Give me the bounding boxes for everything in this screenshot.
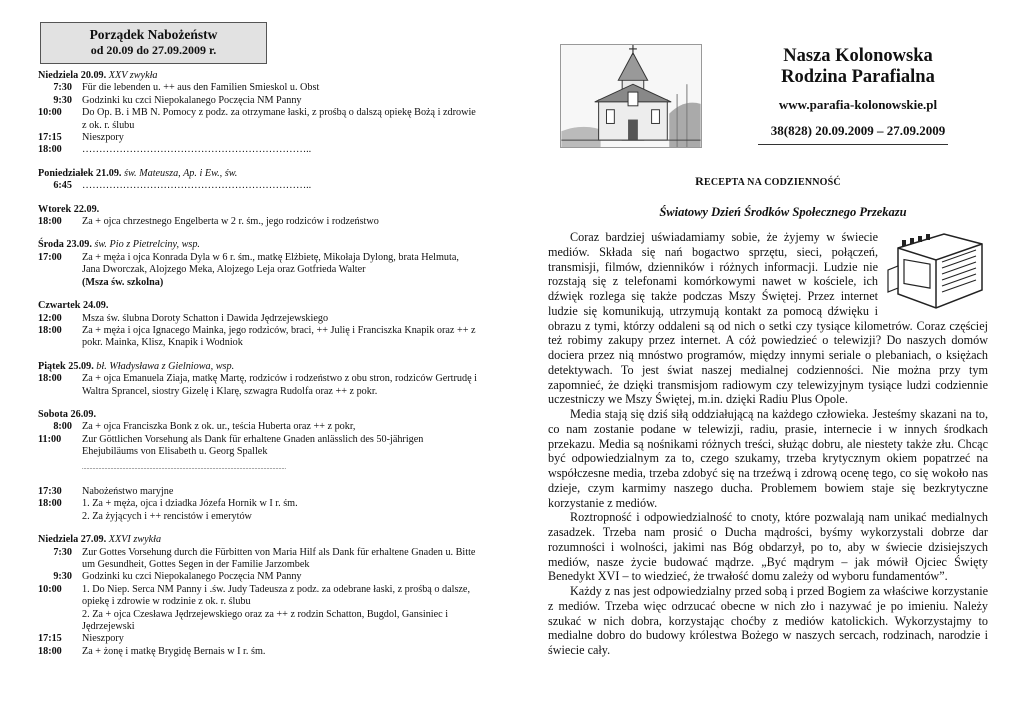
mass-entry bbox=[38, 486, 478, 498]
schedule-column bbox=[38, 22, 478, 658]
mass-intention bbox=[82, 144, 478, 156]
mass-time: 17:00 bbox=[38, 251, 62, 263]
schedule-day bbox=[38, 168, 478, 193]
mass-intention-text: Godzinki ku czci Niepokalanego Poczęcia NM Panny bbox=[82, 571, 302, 583]
issue-number: 38(828) 20.09.2009 – 27.09.2009 bbox=[770, 123, 946, 138]
day-feast: XXVI zwykła bbox=[108, 534, 162, 546]
article-paragraph: Media stają się dziś siłą oddziałującą na każdego człowieka. Jesteśmy skazani na to, co nam zostanie podane w telewizji, radiu, prasie, internecie i w innych środkach przekazu. Media są nośnikami różnych treści, służąc dobru, ale niestety także złu. Chcąc być odpowiedzialnym za to, czego szukamy, trzeba krytycznym okiem popatrzeć na współczesne media, trzeba zdobyć się na trzeźwą i zdrową ocenę tego, co się wokoło nas dzieje, czym karmimy naszego ducha. Problemem bowiem staje się bezkrytyczne korzystanie z mediów. bbox=[548, 407, 988, 510]
schedule-day bbox=[38, 534, 478, 658]
mass-time: 7:30 bbox=[53, 546, 72, 558]
schedule-day bbox=[38, 361, 478, 398]
mass-time bbox=[38, 511, 82, 523]
mass-entry bbox=[38, 107, 478, 132]
mass-time: 18:00 bbox=[38, 645, 62, 657]
mass-time: 10:00 bbox=[38, 107, 62, 119]
mass-intention-text: Za + męża i ojca Ignacego Mainka, jego rodziców, braci, ++ Julię i Franciszka Knapik oraz ++ z pokr. Mainka, Klisz, Knapik i Wodniok bbox=[82, 324, 476, 349]
mass-time: 10:00 bbox=[38, 583, 62, 595]
schedule-day bbox=[38, 239, 478, 289]
day-heading bbox=[38, 300, 478, 312]
day-feast: św. Pio z Pietrelciny, wsp. bbox=[94, 239, 200, 251]
mass-intention bbox=[82, 82, 478, 94]
day-heading bbox=[38, 168, 478, 180]
mass-intention bbox=[82, 373, 478, 398]
day-date: Czwartek 24.09. bbox=[38, 300, 109, 312]
mass-time bbox=[38, 609, 82, 634]
day-heading bbox=[38, 534, 478, 546]
schedule-title: Porządek Nabożeństw bbox=[89, 27, 218, 42]
day-heading bbox=[38, 70, 478, 82]
mass-time: 17:30 bbox=[38, 485, 62, 497]
day-feast: XXV zwykła bbox=[108, 70, 158, 81]
mass-entry bbox=[38, 498, 478, 510]
mass-time: 17:15 bbox=[38, 132, 62, 144]
mass-intention-text: 2. Za + ojca Czesława Jędrzejewskiego oraz za ++ z rodzin Schatton, Bugdol, Gansiniec i Jędrzejewski bbox=[82, 608, 449, 633]
mass-entry bbox=[38, 180, 478, 192]
mass-intention bbox=[82, 313, 478, 325]
mass-intention-text: 1. Za + męża, ojca i dziadka Józefa Hornik w I r. śm. bbox=[82, 498, 298, 510]
schedule-header bbox=[40, 22, 267, 64]
mass-time: 17:15 bbox=[38, 633, 62, 645]
mass-entry bbox=[38, 547, 478, 572]
mass-intention bbox=[82, 486, 478, 498]
mass-intention-text: Za + żonę i matkę Brygidę Bernais w I r. śm. bbox=[82, 645, 266, 657]
day-heading bbox=[38, 239, 478, 251]
section-title bbox=[548, 174, 988, 189]
mass-entry bbox=[38, 511, 478, 523]
mass-entry bbox=[38, 584, 478, 609]
mass-time: 9:30 bbox=[53, 94, 72, 106]
mass-intention bbox=[82, 633, 478, 645]
mass-entry bbox=[38, 82, 478, 94]
bulletin-column bbox=[548, 40, 988, 658]
mass-time: 18:00 bbox=[38, 216, 62, 228]
mass-intention bbox=[82, 325, 478, 350]
paper-title-line2: Rodzina Parafialna bbox=[781, 67, 935, 87]
mass-intention-text: Godzinki ku czci Niepokalanego Poczęcia NM Panny bbox=[82, 94, 302, 106]
schedule-day bbox=[38, 204, 478, 229]
mass-intention-text: Za + ojca chrzestnego Engelberta w 2 r. śm., jego rodziców i rodzeństwo bbox=[82, 216, 379, 228]
mass-entry bbox=[38, 325, 478, 350]
mass-intention-text: Za + ojca Franciszka Bonk z ok. ur., teścia Huberta oraz ++ z pokr, bbox=[82, 421, 356, 433]
mass-intention-text: Zur Göttlichen Vorsehung als Dank für erhaltene Gnaden anlässlich des 50-jährigen Ehejubiläums von Elisabeth u. Georg Spallek bbox=[82, 433, 424, 458]
mass-time: 18:00 bbox=[38, 144, 62, 156]
schedule-day bbox=[38, 409, 478, 523]
mass-intention bbox=[82, 571, 478, 583]
mass-intention-text: ………………………………………………………….. bbox=[82, 144, 312, 156]
day-date: Poniedziałek 21.09. bbox=[38, 167, 122, 179]
mass-intention bbox=[82, 609, 478, 634]
mass-entry bbox=[38, 95, 478, 107]
tv-icon bbox=[884, 230, 988, 312]
article-paragraph: Coraz bardziej uświadamiamy sobie, że żyjemy w świecie mediów. Składa się nań bogactwo sprzętu, sieci, połączeń, transmisji, filmów, dzienników i różnych informacji. Ludzie nie rozstają się z telefonami komórkowymi nawet w kościele, ich dźwięk rozlega się także podczas Mszy Świętej. Przez internet ludzie się komunikują, utrzymują kontakt za pomocą dźwięku i obrazu z tymi, którzy oddaleni są od nich o setki czy tysiące kilometrów. Coraz częściej też robimy zakupy przez internet. A cóż powiedzieć o telewizji? Do naszych domów dociera przez nią mnóstwo programów, między innymi seriale o plebaniach, o księżach detektywach. To jest świat naszej medialnej codzienności. Nie można przy tym zapomnieć, że dzięki transmisjom radiowym czy telewizyjnym tysiące ludzi codziennie uczestniczy we Mszy Świętej, m.in. dzięki Radiu Plus Opole. bbox=[548, 230, 988, 407]
paper-title-line1: Nasza Kolonowska bbox=[783, 46, 933, 66]
mass-entry bbox=[38, 571, 478, 583]
article-paragraph: Każdy z nas jest odpowiedzialny przed sobą i przed Bogiem za właściwe korzystanie z mediów. Trzeba więc odrzucać obecne w nich zło i nazywać je po imieniu. Należy szukać w nich dobra, korzystając choćby z mediów katolickich. Wykorzystajmy to medialne dobro do budowy królestwa Bożego w naszych sercach, rodzinach, narodzie i świecie cały. bbox=[548, 584, 988, 657]
mass-time: 18:00 bbox=[38, 373, 62, 385]
schedule-day bbox=[38, 70, 478, 157]
mass-intention-text: ………………………………………………………….. bbox=[82, 180, 312, 192]
mass-time: 9:30 bbox=[53, 571, 72, 583]
mass-entry bbox=[38, 609, 478, 634]
schedule-range: od 20.09 do 27.09.2009 r. bbox=[90, 43, 217, 57]
mass-entry bbox=[38, 216, 478, 228]
mass-time: 11:00 bbox=[38, 433, 62, 445]
mass-intention bbox=[82, 132, 478, 144]
mass-entry bbox=[38, 313, 478, 325]
mass-intention bbox=[82, 434, 478, 459]
section-title-part1: ECEPTA NA bbox=[704, 177, 765, 188]
masthead-title-block bbox=[728, 46, 988, 139]
day-heading bbox=[38, 361, 478, 373]
mass-entry bbox=[38, 252, 478, 289]
mass-note: (Msza św. szkolna) bbox=[82, 276, 164, 288]
mass-time: 7:30 bbox=[53, 82, 72, 94]
mass-intention bbox=[82, 95, 478, 107]
mass-time: 6:45 bbox=[53, 180, 72, 192]
mass-intention-text: Zur Gottes Vorsehung durch die Fürbitten von Maria Hilf als Dank für erhaltene Gnaden u. Bitte um Gesundheit, Gottes Segen in der Familie Jarzombek bbox=[82, 546, 476, 570]
mass-intention-text: Za + ojca Emanuela Ziaja, matkę Martę, rodziców i rodzeństwo z obu stron, rodziców Gertrudę i Waltra Sprancel, siostry Gizelę i Klarę, szwagra Rudolfa oraz ++ z pokr. bbox=[82, 373, 477, 397]
paper-title bbox=[728, 46, 988, 88]
mass-intention bbox=[82, 511, 478, 523]
day-date: Sobota 26.09. bbox=[38, 408, 97, 420]
day-feast: św. Mateusza, Ap. i Ew., św. bbox=[124, 167, 238, 179]
mass-intention bbox=[82, 498, 478, 510]
mass-time: 12:00 bbox=[38, 312, 62, 324]
mass-entry bbox=[38, 633, 478, 645]
day-date: Niedziela 20.09. bbox=[38, 70, 107, 81]
mass-intention-text: Nieszpory bbox=[82, 132, 124, 144]
mass-intention-text: Msza św. ślubna Doroty Schatton i Dawida Jędrzejewskiego bbox=[82, 312, 329, 324]
day-date: Niedziela 27.09. bbox=[38, 534, 107, 546]
mass-intention-text: ........................................................................................................................................ bbox=[82, 464, 286, 471]
mass-entry bbox=[38, 421, 478, 433]
article-paragraph: Roztropność i odpowiedzialność to cnoty, które pozwalają nam unikać medialnych zasadzek. Trzeba nam prosić o Ducha mądrości, byśmy wykorzystali dobrze dar rozumności i wolności, jakimi nas Bóg obdarzył, po to, aby w świecie dzisiejszych mediów, nasze życie budować mądrze. „Być mądrym – jak mówił Ojciec Święty Benedykt XVI – to wiedzieć, że trwałość domu zależy od wyboru fundamentów”. bbox=[548, 510, 988, 584]
article-title: Światowy Dzień Środków Społecznego Przekazu bbox=[659, 205, 907, 219]
mass-intention-text: Für die lebenden u. ++ aus den Familien Smieskol u. Obst bbox=[82, 82, 320, 94]
mass-intention bbox=[82, 180, 478, 192]
mass-intention-text: Za + męża i ojca Konrada Dyla w 6 r. śm., matkę Elżbietę, Mikołaja Dylong, brata Helmuta, Jana Dworczak, Alojzego Meka, Alojzego Leja oraz Gotfrieda Walter bbox=[82, 251, 459, 276]
masthead bbox=[548, 40, 988, 150]
section-title-part2: CODZIENNOŚĆ bbox=[764, 177, 841, 188]
mass-intention bbox=[82, 421, 478, 433]
title-rule bbox=[758, 144, 948, 145]
mass-entry bbox=[38, 434, 478, 459]
mass-intention-text: Do Op. B. i MB N. Pomocy z podz. za otrzymane łaski, z prośbą o dalszą opiekę Bożą i zdrowie z ok. r. ślubu bbox=[82, 107, 476, 131]
mass-entry bbox=[38, 461, 478, 474]
day-heading bbox=[38, 409, 478, 421]
article-body bbox=[548, 230, 988, 658]
section-title-cap: R bbox=[695, 174, 705, 188]
mass-intention bbox=[82, 107, 478, 132]
day-heading bbox=[38, 204, 478, 216]
mass-time bbox=[38, 461, 82, 474]
website: www.parafia-kolonowskie.pl bbox=[778, 97, 938, 112]
day-date: Piątek 25.09. bbox=[38, 360, 94, 372]
mass-intention-text: Nieszpory bbox=[82, 633, 124, 645]
mass-time: 18:00 bbox=[38, 324, 62, 336]
mass-intention-text: 2. Za żyjących i ++ rencistów i emerytów bbox=[82, 510, 252, 522]
schedule-days bbox=[38, 70, 478, 658]
church-illustration bbox=[560, 44, 702, 148]
day-feast: bł. Władysława z Gielniowa, wsp. bbox=[96, 360, 235, 372]
mass-intention bbox=[82, 584, 478, 609]
mass-entry bbox=[38, 144, 478, 156]
mass-intention bbox=[82, 252, 478, 289]
mass-entry bbox=[38, 646, 478, 658]
mass-intention-text: Nabożeństwo maryjne bbox=[82, 485, 174, 497]
mass-intention bbox=[82, 547, 478, 572]
day-date: Środa 23.09. bbox=[38, 239, 92, 251]
mass-intention-text: 1. Do Niep. Serca NM Panny i .św. Judy Tadeusza z podz. za odebrane łaski, z prośbą o dalsze, opiekę i zdrowie w rodzinie z ok. r. ślubu bbox=[82, 583, 470, 608]
mass-intention bbox=[82, 216, 478, 228]
mass-time: 8:00 bbox=[53, 421, 72, 433]
day-date: Wtorek 22.09. bbox=[38, 203, 100, 215]
mass-time: 18:00 bbox=[38, 498, 62, 510]
mass-entry bbox=[38, 132, 478, 144]
schedule-day bbox=[38, 300, 478, 350]
mass-intention bbox=[82, 461, 478, 474]
mass-intention bbox=[82, 646, 478, 658]
mass-entry bbox=[38, 373, 478, 398]
